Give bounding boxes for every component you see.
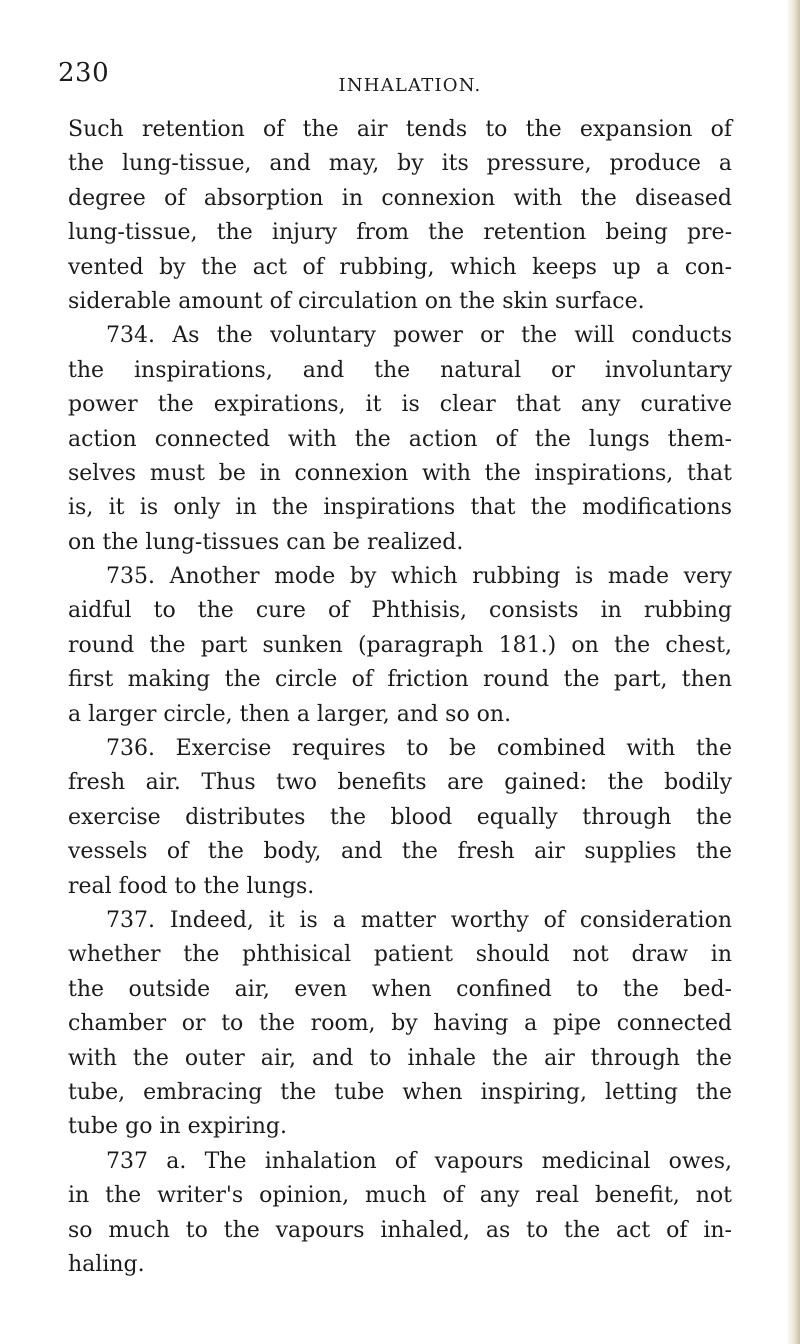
text-line: the inspirations, and the natural or involuntary: [68, 357, 732, 383]
text-line: with the outer air, and to inhale the air through the: [68, 1045, 732, 1071]
text-line: fresh air. Thus two benefits are gained: the bodily: [68, 770, 732, 796]
text-line: vented by the act of rubbing, which keeps up a con-: [68, 254, 732, 280]
text-line: 735. Another mode by which rubbing is made very: [106, 564, 732, 590]
text-line: 737. Indeed, it is a matter worthy of consideration: [106, 907, 732, 933]
text-line: haling.: [68, 1251, 145, 1277]
text-line: degree of absorption in connexion with the diseased: [68, 185, 732, 211]
text-line: whether the phthisical patient should not draw in: [68, 942, 732, 968]
page-edge-shadow: [786, 0, 800, 1344]
text-line: a larger circle, then a larger, and so on.: [68, 701, 512, 727]
text-line: the outside air, even when confined to the bed-: [68, 976, 732, 1002]
text-line: power the expirations, it is clear that any curative: [68, 392, 732, 418]
text-line: chamber or to the room, by having a pipe connected: [68, 1011, 732, 1037]
body-text: [68, 113, 732, 1282]
text-line: 736. Exercise requires to be combined with the: [106, 736, 732, 762]
text-line: Such retention of the air tends to the expansion of: [68, 117, 732, 142]
text-line: action connected with the action of the lungs them-: [68, 426, 732, 452]
text-line: real food to the lungs.: [68, 873, 315, 899]
text-line: vessels of the body, and the fresh air supplies the: [68, 839, 732, 865]
text-line: tube, embracing the tube when inspiring, letting the: [68, 1079, 732, 1105]
text-line: selves must be in connexion with the inspirations, that: [68, 460, 732, 486]
text-line: siderable amount of circulation on the skin surface.: [68, 288, 645, 314]
text-line: so much to the vapours inhaled, as to the act of in-: [68, 1217, 732, 1243]
text-line: is, it is only in the inspirations that the modifications: [68, 495, 732, 521]
page-number: 230: [58, 58, 110, 88]
text-line: 734. As the voluntary power or the will conducts: [106, 323, 732, 349]
text-line: the lung-tissue, and may, by its pressure, produce a: [68, 151, 732, 177]
text-line: round the part sunken (paragraph 181.) on the chest,: [68, 632, 732, 658]
text-line: on the lung-tissues can be realized.: [68, 529, 464, 555]
text-line: aidful to the cure of Phthisis, consists in rubbing: [68, 598, 732, 624]
text-line: tube go in expiring.: [68, 1114, 287, 1140]
text-line: 737 a. The inhalation of vapours medicinal owes,: [106, 1148, 732, 1174]
text-line: in the writer's opinion, much of any real benefit, not: [68, 1183, 732, 1209]
text-line: exercise distributes the blood equally through the: [68, 804, 732, 830]
text-line: lung-tissue, the injury from the retention being pre-: [68, 220, 732, 246]
running-head: INHALATION.: [338, 75, 482, 96]
text-line: first making the circle of friction round the part, then: [68, 667, 732, 693]
